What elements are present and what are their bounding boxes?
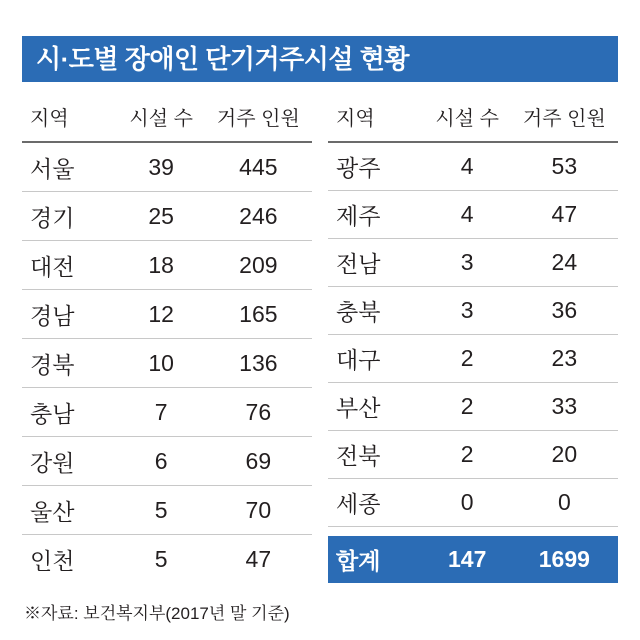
column-header-region: 지역 bbox=[328, 96, 424, 142]
column-header-residents: 거주 인원 bbox=[511, 96, 618, 142]
table-header-row bbox=[328, 96, 618, 142]
cell-region: 제주 bbox=[328, 191, 424, 239]
table-row bbox=[328, 335, 618, 383]
cell-residents: 24 bbox=[511, 239, 618, 287]
cell-residents: 69 bbox=[205, 437, 312, 486]
cell-facilities: 5 bbox=[154, 545, 168, 572]
cell-region: 강원 bbox=[22, 437, 118, 486]
cell-facilities: 4 bbox=[424, 142, 511, 191]
table-row bbox=[328, 239, 618, 287]
cell-facilities: 7 bbox=[118, 388, 205, 437]
table-spacer-row bbox=[328, 527, 618, 537]
table-row bbox=[22, 486, 312, 535]
cell-residents: 47 bbox=[511, 191, 618, 239]
cell-residents: 76 bbox=[205, 388, 312, 437]
cell-region: 대전 bbox=[22, 241, 118, 290]
cell-residents: 0 bbox=[511, 479, 618, 527]
cell-region: 경북 bbox=[22, 339, 118, 388]
cell-facilities: 18 bbox=[118, 241, 205, 290]
infographic-table-page bbox=[0, 36, 640, 640]
column-header-facilities: 시설 수 bbox=[118, 96, 205, 142]
table-row bbox=[22, 388, 312, 437]
cell-region: 경남 bbox=[22, 290, 118, 339]
cell-facilities: 0 bbox=[424, 479, 511, 527]
page-title-bar bbox=[22, 36, 618, 82]
cell-facilities: 3 bbox=[424, 239, 511, 287]
table-row bbox=[328, 191, 618, 239]
column-header-residents: 거주 인원 bbox=[205, 96, 312, 142]
spacer-cell bbox=[424, 527, 511, 537]
cell-region: 전남 bbox=[328, 239, 424, 287]
table-row bbox=[22, 290, 312, 339]
cell-residents: 165 bbox=[205, 290, 312, 339]
tables-container bbox=[22, 96, 618, 583]
cell-facilities: 2 bbox=[424, 383, 511, 431]
table-total-row bbox=[328, 536, 618, 583]
cell-facilities: 2 bbox=[424, 335, 511, 383]
table-row bbox=[22, 535, 312, 584]
cell-facilities: 39 bbox=[118, 142, 205, 192]
spacer-cell bbox=[511, 527, 618, 537]
cell-facilities: 4 bbox=[424, 191, 511, 239]
table-row bbox=[22, 241, 312, 290]
cell-facilities: 25 bbox=[118, 192, 205, 241]
cell-total-facilities: 147 bbox=[424, 536, 511, 583]
cell-residents: 47 bbox=[245, 545, 272, 572]
cell-residents: 33 bbox=[511, 383, 618, 431]
cell-region: 충남 bbox=[22, 388, 118, 437]
cell-region: 전북 bbox=[328, 431, 424, 479]
cell-total-residents: 1699 bbox=[511, 536, 618, 583]
table-row bbox=[22, 142, 312, 192]
spacer-cell bbox=[328, 527, 424, 537]
cell-residents: 445 bbox=[205, 142, 312, 192]
column-header-facilities: 시설 수 bbox=[424, 96, 511, 142]
cell-facilities: 5 bbox=[118, 486, 205, 535]
table-row bbox=[22, 192, 312, 241]
cell-residents: 136 bbox=[205, 339, 312, 388]
table-row bbox=[22, 339, 312, 388]
cell-residents: 36 bbox=[511, 287, 618, 335]
source-note: ※자료: 보건복지부(2017년 말 기준) bbox=[24, 604, 290, 623]
cell-residents: 20 bbox=[511, 431, 618, 479]
cell-facilities: 6 bbox=[118, 437, 205, 486]
cell-region: 인천 bbox=[30, 547, 75, 574]
cell-residents: 70 bbox=[205, 486, 312, 535]
cell-facilities: 10 bbox=[118, 339, 205, 388]
cell-region: 광주 bbox=[328, 142, 424, 191]
column-header-region: 지역 bbox=[22, 96, 118, 142]
right-table bbox=[328, 96, 618, 583]
cell-region: 세종 bbox=[328, 479, 424, 527]
table-row bbox=[328, 142, 618, 191]
left-table bbox=[22, 96, 312, 583]
cell-residents: 209 bbox=[205, 241, 312, 290]
table-row bbox=[328, 383, 618, 431]
table-row bbox=[22, 437, 312, 486]
cell-total-label: 합계 bbox=[328, 536, 424, 583]
cell-facilities: 3 bbox=[424, 287, 511, 335]
cell-region: 서울 bbox=[22, 142, 118, 192]
table-row bbox=[328, 431, 618, 479]
cell-region: 부산 bbox=[328, 383, 424, 431]
cell-facilities: 12 bbox=[118, 290, 205, 339]
cell-residents: 53 bbox=[511, 142, 618, 191]
page-title: 시·도별 장애인 단기거주시설 현황 bbox=[36, 44, 409, 74]
cell-residents: 246 bbox=[205, 192, 312, 241]
cell-region: 울산 bbox=[22, 486, 118, 535]
cell-region: 대구 bbox=[328, 335, 424, 383]
cell-region: 충북 bbox=[328, 287, 424, 335]
table-row bbox=[328, 479, 618, 527]
table-row bbox=[328, 287, 618, 335]
table-header-row bbox=[22, 96, 312, 142]
cell-facilities: 2 bbox=[424, 431, 511, 479]
cell-residents: 23 bbox=[511, 335, 618, 383]
cell-region: 경기 bbox=[22, 192, 118, 241]
